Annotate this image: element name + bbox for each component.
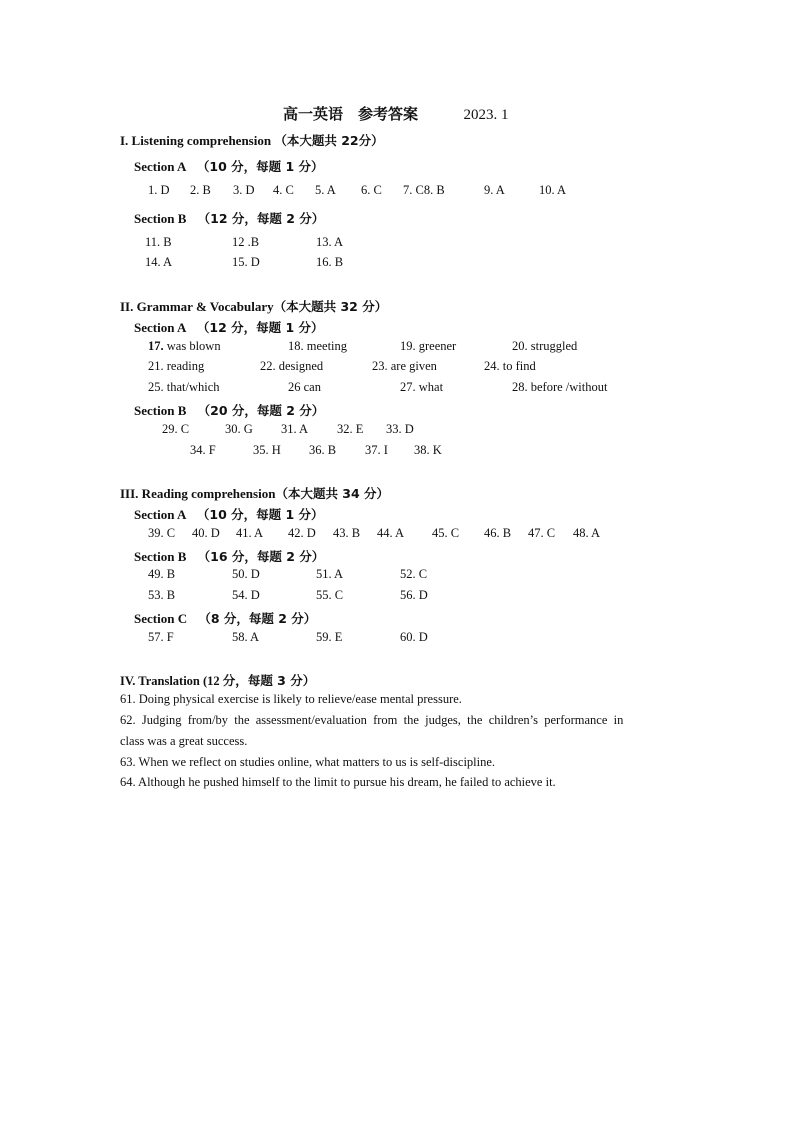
section-label: Section A [134, 320, 186, 335]
answer-item: 36. B [309, 443, 337, 457]
answer-item: 53. B [148, 588, 176, 602]
part3-sectionC-heading [134, 609, 316, 627]
answer-item: 51. A [316, 567, 344, 581]
answer-item: 49. B [148, 567, 176, 581]
answer-item: 37. I [365, 443, 388, 457]
answer-item: 7. C8. B [403, 183, 445, 197]
answer-item: 19. greener [400, 339, 457, 353]
answer-item: 54. D [232, 588, 260, 602]
section-note: （12 分，每题 2 分） [197, 211, 325, 226]
answer-item: 52. C [400, 567, 428, 581]
answer-text: was blown [163, 339, 221, 353]
part3-heading-cn: （本大题共 34 分） [275, 486, 390, 501]
answer-item: 55. C [316, 588, 344, 602]
answer-item: 32. E [337, 422, 364, 436]
answer-item: 23. are given [372, 359, 437, 373]
answer-item: 57. F [148, 630, 174, 644]
answer-item: 27. what [400, 380, 444, 394]
answer-item: 47. C [528, 526, 556, 540]
answer-item: 26 can [288, 380, 321, 394]
part4-heading-cn: 每题 3 分） [247, 673, 316, 688]
part1-sectionB-heading [134, 209, 324, 227]
answer-item: 13. A [316, 235, 344, 249]
answer-item: 41. A [236, 526, 264, 540]
part2-sectionB-heading [134, 401, 324, 419]
answer-item: 43. B [333, 526, 361, 540]
answer-item: 12 .B [232, 235, 260, 249]
answer-item: 40. D [192, 526, 220, 540]
answer-item: 58. A [232, 630, 260, 644]
section-note: （10 分，每题 1 分） [196, 159, 324, 174]
answer-item: 20. struggled [512, 339, 578, 353]
translation-line: class was a great success. [120, 734, 248, 748]
answer-item: 21. reading [148, 359, 205, 373]
section-label: Section B [134, 211, 187, 226]
part4-heading-en: IV. Translation (12 分， [120, 674, 248, 688]
answer-item: 38. K [414, 443, 442, 457]
title-text: 高一英语 参考答案 [283, 105, 419, 123]
section-label: Section A [134, 159, 186, 174]
part2-heading-cn: （本大题共 32 分） [273, 299, 388, 314]
answer-item: 30. G [225, 422, 253, 436]
title-year: 2023. 1 [463, 107, 509, 123]
answer-item: 4. C [273, 183, 294, 197]
part3-heading [120, 484, 389, 502]
answer-item: 28. before /without [512, 380, 608, 394]
part1-heading-en: I. Listening comprehension [120, 133, 275, 148]
section-note: （10 分，每题 1 分） [196, 507, 324, 522]
answer-item: 24. to find [484, 359, 536, 373]
answer-item: 3. D [233, 183, 255, 197]
part2-heading [120, 297, 387, 315]
answer-item: 14. A [145, 255, 173, 269]
answer-item: 15. D [232, 255, 260, 269]
answer-item: 39. C [148, 526, 176, 540]
answer-item: 25. that/which [148, 380, 220, 394]
part2-sectionA-heading [134, 318, 324, 336]
section-label: Section B [134, 403, 187, 418]
answer-item: 2. B [190, 183, 211, 197]
answer-item: 60. D [400, 630, 428, 644]
section-label: Section B [134, 549, 187, 564]
answer-item: 59. E [316, 630, 343, 644]
answer-item: 22. designed [260, 359, 324, 373]
page-title [283, 103, 509, 124]
answer-item: 34. F [190, 443, 216, 457]
answer-item: 56. D [400, 588, 428, 602]
answer-item: 35. H [253, 443, 281, 457]
answer-item: 18. meeting [288, 339, 348, 353]
answer-item: 9. A [484, 183, 505, 197]
part1-heading [120, 131, 384, 149]
answer-item: 6. C [361, 183, 382, 197]
answer-item: 5. A [315, 183, 336, 197]
translation-line: 61. Doing physical exercise is likely to relieve/ease mental pressure. [120, 692, 462, 706]
section-label: Section C [134, 611, 188, 626]
answer-number: 17. [148, 339, 164, 353]
section-note: （12 分，每题 1 分） [196, 320, 324, 335]
section-label: Section A [134, 507, 186, 522]
answer-item: 45. C [432, 526, 460, 540]
answer-item: 48. A [573, 526, 601, 540]
answer-item: 46. B [484, 526, 512, 540]
answer-item: 31. A [281, 422, 309, 436]
answer-item: 44. A [377, 526, 405, 540]
answer-item: 1. D [148, 183, 170, 197]
part2-heading-en: II. Grammar & Vocabulary [120, 299, 274, 314]
section-note: （16 分，每题 2 分） [197, 549, 325, 564]
part3-sectionA-heading [134, 505, 324, 523]
part1-heading-cn: （本大题共 22分） [274, 133, 384, 148]
part1-sectionA-heading [134, 157, 324, 175]
translation-line: 62. Judging from/by the assessment/evaluation from the judges, the children’s performance in [120, 713, 624, 727]
answer-item: 11. B [145, 235, 172, 249]
answer-item: 42. D [288, 526, 316, 540]
answer-item: 16. B [316, 255, 344, 269]
answer-item [148, 339, 221, 354]
answer-item: 10. A [539, 183, 567, 197]
part3-heading-en: III. Reading comprehension [120, 486, 276, 501]
part3-sectionB-heading [134, 547, 324, 565]
answer-item: 50. D [232, 567, 260, 581]
section-note: （20 分，每题 2 分） [197, 403, 325, 418]
answer-item: 33. D [386, 422, 414, 436]
translation-line: 64. Although he pushed himself to the limit to pursue his dream, he failed to achieve it. [120, 775, 556, 789]
part4-heading [120, 671, 315, 689]
translation-line: 63. When we reflect on studies online, what matters to us is self-discipline. [120, 755, 496, 769]
section-note: （8 分，每题 2 分） [198, 611, 317, 626]
answer-item: 29. C [162, 422, 190, 436]
